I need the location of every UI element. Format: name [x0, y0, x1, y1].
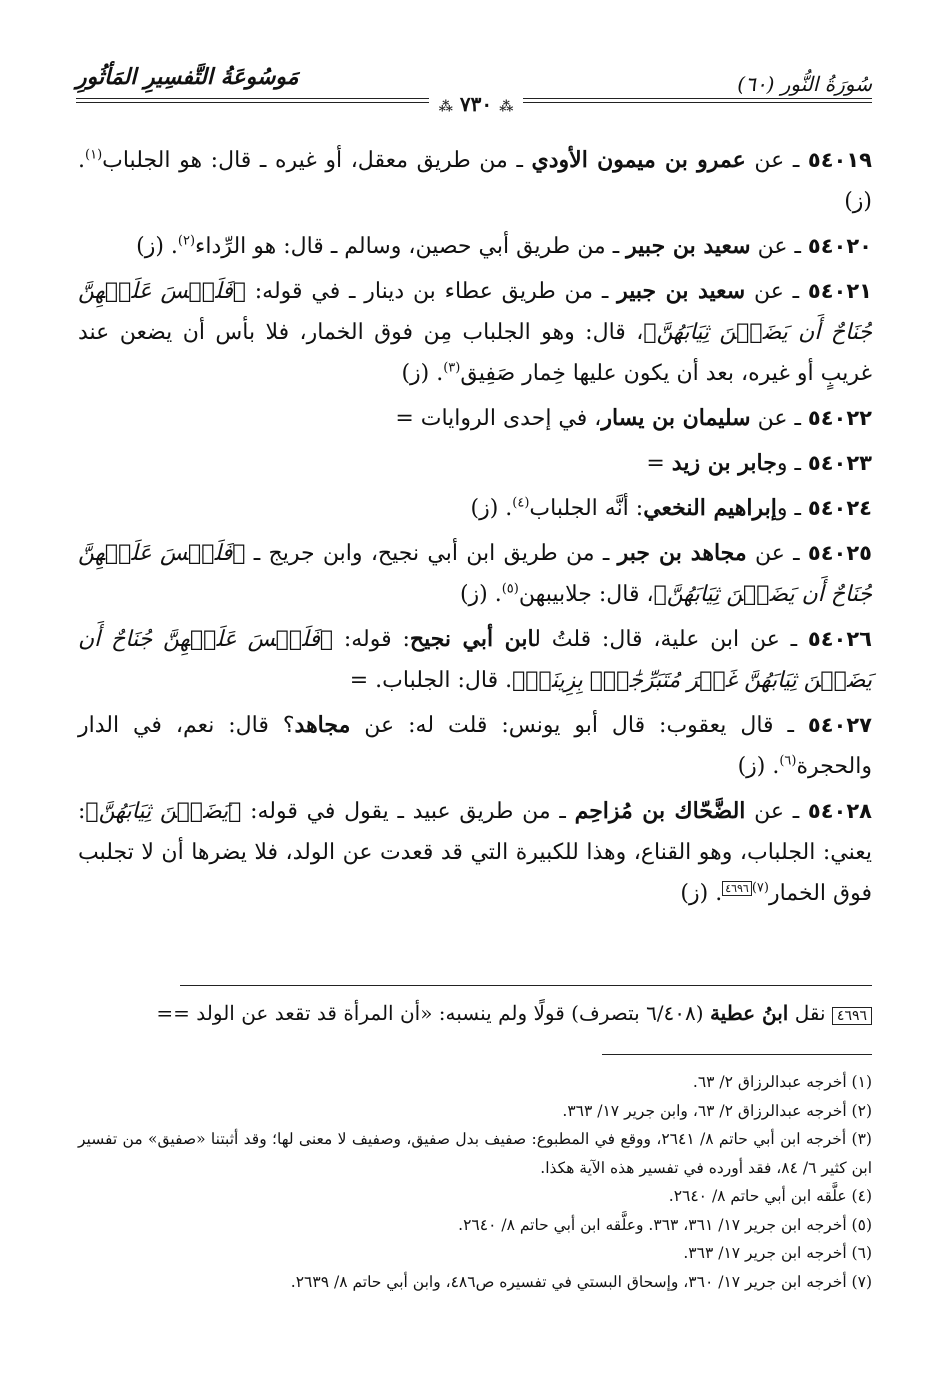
entry-number: ٥٤٠٢٧ [807, 713, 872, 737]
entry-text: ـ من طريق عبيد ـ يقول في قوله: [241, 799, 575, 824]
editor-note-reference: ٤٦٩٦ [722, 881, 752, 896]
surah-title: سُورَةُ النُّور (٦٠) [737, 72, 872, 96]
entry-source-code: . (ز) [136, 234, 178, 259]
ornament-right-icon: ⁂ [499, 99, 514, 115]
narrator-name: سليمان بن يسار [601, 405, 751, 431]
entry-source-code: . (ز) [680, 881, 723, 906]
footnotes [78, 1068, 872, 1296]
narrator-name: سعيد بن جبير [617, 278, 746, 304]
entry-number: ٥٤٠٢٢ [807, 406, 872, 430]
footnote: (٧) أخرجه ابن جرير ١٧/ ٣٦٠، وإسحاق البستي في تفسيره ص٤٨٦، وابن أبي حاتم ٨/ ٢٦٣٩. [290, 1272, 872, 1291]
entry-text: = [646, 451, 672, 476]
entry-text: ـ من طريق عطاء بن دينار ـ في قوله: [245, 279, 618, 304]
editor-note-pre: نقل [788, 1001, 832, 1025]
ornament-left-icon: ⁂ [438, 99, 453, 115]
entry-lead: ـ عن [745, 799, 808, 824]
entry-source-code: . (ز) [459, 582, 502, 607]
footnote-marker: (٦) [779, 753, 797, 769]
editor-note [40, 996, 872, 1033]
entry-number: ٥٤٠١٩ [807, 148, 872, 172]
entry-source-code: . (ز) [78, 148, 872, 214]
entry-text-continued: ، قال: جلابيبهن [518, 582, 654, 607]
editor-note-number: ٤٦٩٦ [832, 1007, 872, 1025]
footnote-marker: (١) [85, 147, 103, 163]
entry-text: ـ من طريق أبي حصين، وسالم ـ قال: هو الرِّداء [195, 234, 627, 259]
entry-lead: ـ عن [745, 279, 808, 304]
entry-text: ، في إحدى الروايات = [395, 406, 602, 431]
entry-number: ٥٤٠٢٠ [807, 234, 872, 258]
entry-text-continued: . قال: الجلباب. = [349, 668, 513, 693]
narration-entry [78, 443, 872, 484]
narrator-name: مجاهد بن جبر [617, 540, 747, 566]
entry-number: ٥٤٠٢٨ [807, 799, 872, 823]
entry-number: ٥٤٠٢٣ [807, 451, 872, 475]
footnote: (٢) أخرجه عبدالرزاق ٢/ ٦٣، وابن جرير ١٧/ ٣٦٣. [562, 1101, 872, 1120]
entry-number: ٥٤٠٢٦ [807, 627, 872, 651]
narration-entry [78, 705, 872, 787]
entry-number: ٥٤٠٢٤ [807, 496, 872, 520]
narrator-name: ابن أبي نجيح [409, 626, 535, 652]
footnote-marker: (٥) [501, 581, 519, 597]
entry-number: ٥٤٠٢١ [807, 279, 872, 303]
footnote-marker: (٧) [751, 880, 769, 896]
entry-number: ٥٤٠٢٥ [807, 541, 872, 565]
footnote-marker: (٣) [443, 360, 461, 376]
quran-verse: ﴿فَلَيۡسَ عَلَيۡهِنَّ جُنَاحٌ أَن يَضَعۡنَ ثِيَابَهُنَّ غَيۡرَ مُتَبَرِّجَٰتِۭ بِزِينَةٖ﴾ [78, 627, 872, 693]
footnote-separator [180, 985, 872, 986]
narration-entry [78, 271, 872, 394]
page-number-value: ٧٣٠ [459, 92, 493, 116]
quran-verse: ﴿يَضَعۡنَ ثِيَابَهُنَّ﴾ [85, 799, 242, 824]
footnote-marker: (٤) [512, 495, 530, 511]
narrator-name: عمرو بن ميمون الأودي [531, 147, 746, 173]
entry-lead: ـ عن [746, 541, 808, 566]
entry-text-continued: : يعني: الجلباب، وهو القناع، وهذا للكبيرة التي قد قعدت عن الولد، فلا يضرها أن لا تجلبب فوق الخمار [78, 799, 872, 906]
footnote-separator-short [602, 1054, 872, 1055]
entry-source-code: . (ز) [737, 754, 780, 779]
entry-source-code: . (ز) [401, 361, 444, 386]
narration-entry [78, 140, 872, 222]
entry-lead: ـ عن ابن علية، قال: قلتُ ل [534, 627, 808, 652]
entry-lead: ـ عن [745, 148, 808, 173]
footnote-marker: (٢) [177, 233, 196, 249]
page-number [429, 92, 524, 116]
entry-text: : أنَّه الجلباب [529, 496, 644, 521]
narration-entry [78, 488, 872, 529]
entry-lead: ـ قال يعقوب: قال أبو يونس: قلت له: عن [350, 713, 808, 738]
entry-text-continued: ، قال: وهو الجلباب مِن فوق الخمار، فلا بأس أن يضعن عند غريبٍ أو غيره، بعد أن يكون عليها خِمار صَفِيق [78, 320, 872, 386]
narrator-name: سعيد بن جبير [626, 233, 751, 259]
narrator-name: إبراهيم النخعي [643, 495, 777, 521]
entry-lead: ـ و [776, 496, 808, 521]
footnote: (٤) علَّقه ابن أبي حاتم ٨/ ٢٦٤٠. [668, 1187, 872, 1205]
footnote: (١) أخرجه عبدالرزاق ٢/ ٦٣. [692, 1073, 872, 1091]
page-number-block [0, 92, 952, 116]
footnote: (٦) أخرجه ابن جرير ١٧/ ٣٦٣. [683, 1244, 872, 1262]
entry-lead: ـ و [776, 451, 808, 476]
main-text [78, 140, 872, 918]
narrator-name: جابر بن زيد [671, 450, 777, 476]
narration-entry [78, 791, 872, 914]
narrator-name: مجاهد [294, 712, 351, 738]
narrator-name: الضَّحّاك بن مُزاحِم [574, 798, 746, 824]
narration-entry [78, 619, 872, 701]
entry-lead: ـ عن [750, 234, 808, 259]
book-title: مَوسُوعَةُ التَّفسِيرِ المَأثُورِ [76, 64, 299, 90]
entry-text: ـ من طريق ابن أبي نجيح، وابن جريج ـ [245, 541, 618, 566]
quran-verse: ﴿فَلَيۡسَ عَلَيۡهِنَّ جُنَاحٌ أَن يَضَعۡنَ ثِيَابَهُنَّ﴾ [78, 541, 872, 607]
quran-verse: ﴿فَلَيۡسَ عَلَيۡهِنَّ جُنَاحٌ أَن يَضَعۡنَ ثِيَابَهُنَّ﴾ [78, 279, 873, 345]
entry-lead: ـ عن [750, 406, 808, 431]
footnote: (٣) أخرجه ابن أبي حاتم ٨/ ٢٦٤١، ووقع في المطبوع: صفيف بدل صفيق، وصفيف لا معنى لها؛ وقد أثبتنا «صفيق» من تفسير ابن كثير ٦/ ٨٤، فقد أورده في تفسير هذه الآية هكذا. [78, 1130, 872, 1177]
entry-source-code: . (ز) [470, 496, 513, 521]
entry-text: : قوله: [333, 627, 410, 652]
entry-text: ـ من طريق معقل، أو غيره ـ قال: هو الجلباب [102, 148, 532, 173]
narration-entry [78, 398, 872, 439]
footnote: (٥) أخرجه ابن جرير ١٧/ ٣٦١، ٣٦٣. وعلَّقه ابن أبي حاتم ٨/ ٢٦٤٠. [458, 1215, 872, 1234]
narration-entry [78, 226, 872, 267]
editor-note-name: ابنُ عطية [709, 1001, 789, 1025]
narration-entry [78, 533, 872, 615]
entry-text: ؟ قال: نعم، في الدار والحجرة [78, 713, 872, 779]
editor-note-text: (٦/٤٠٨ بتصرف) قولًا ولم ينسبه: «أن المرأة قد تقعد عن الولد == [156, 1001, 710, 1025]
